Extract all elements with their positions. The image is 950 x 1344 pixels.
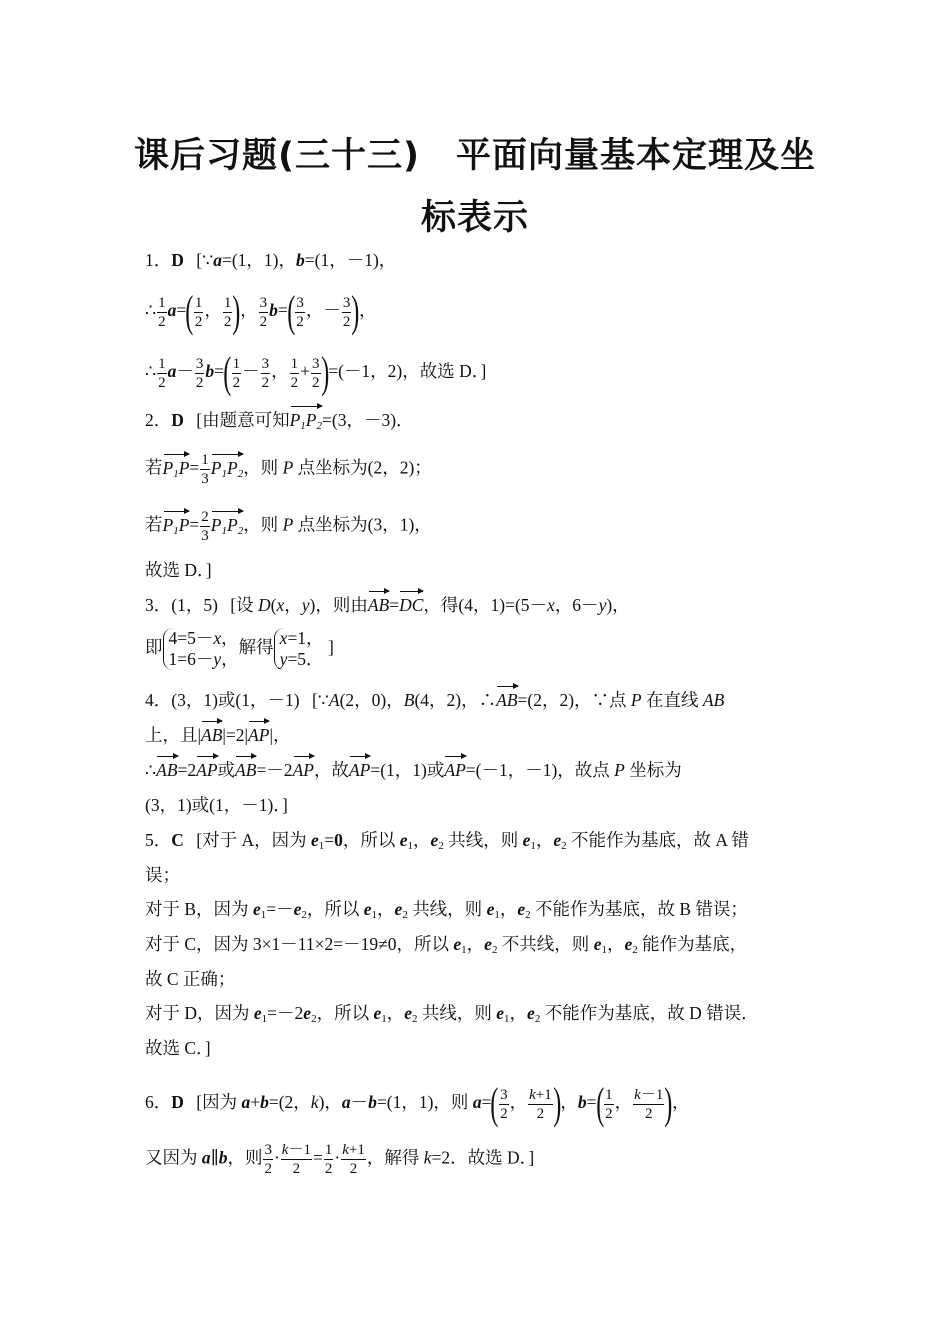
q3-line-2: 即 4=5－x， 1=6－y，解得 x=1， y=5． ] [145,628,334,669]
q1-line-1: 1．D [∵a=(1，1)，b=(1，－1)， [145,250,397,270]
q2-answer: D [171,410,184,430]
q5-line-6: 对于 D，因为 $e_1=-2e_2$，所以 $e_1$，$e_2$ 共线，则 $e_1$，$e_2$ 不能作为基底，故 D 错误． [145,1003,759,1025]
q5-number: 5． [145,830,172,850]
q5-line-4: 对于 C，因为 3×1－11×2=－19≠0，所以 $e_1$，$e_2$ 不共线，则 $e_1$，$e_2$ 能作为基底， [145,934,748,956]
page-title-line-2: 标表示 [420,198,529,238]
q2-line-3: 若$P_1P=$ $\frac{2}{3}$ $P_1P_2$，则 P 点坐标为(3，1)， [145,509,432,544]
q1-line-3: ∴ $\frac{1}{2}$ a－ $\frac{3}{2}$ b=( $\frac{1}{2}$ － $\frac{3}{2}$ ， $\frac{1}{2}$ + $\frac{3}{2}$ )=(－1，2)，故选 D．] [145,348,487,397]
q3-answer: (1，5) [171,595,218,615]
page-title-line-1: 课后习题(三十三) 平面向量基本定理及坐 [134,136,816,176]
q4-answer: (3，1)或(1，－1) [171,690,300,710]
q6-line-2: 又因为 a∥b，则 $\frac{3}{2}$ · $\frac{k-1}{2}$ = $\frac{1}{2}$ · $\frac{k+1}{2}$ ，解得 k=2．故选 D．] [145,1142,535,1177]
q5-answer: C [171,830,184,850]
q5-line-7: 故选 C．] [145,1038,211,1058]
q4-line-1: 4．(3，1)或(1，－1) [∵A(2，0)，B(4，2)，∴AB=(2，2)，∵点 P 在直线 AB [145,687,825,713]
q6-line-1: 6．D [因为 a+b=(2，k)，a－b=(1，1)，则 a=( $\frac{3}{2}$ ， $\frac{k+1}{2}$ )，b=( $\frac{1}{2}$ ， $\frac{k-1}{2}$ )， [145,1079,690,1128]
q2-line-2: 若$P_1P=$ $\frac{1}{3}$ $P_1P_2$，则 P 点坐标为(2，2)； [145,452,432,487]
q4-line-4: (3，1)或(1，－1)．] [145,795,288,815]
q2-number: 2． [145,410,172,430]
q5-line-1: 5．C [对于 A，因为 $e_1=0$，所以 $e_1$，$e_2$ 共线，则 $e_1$，$e_2$ 不能作为基底，故 A 错 [145,830,749,852]
q1-line-2: ∴ $\frac{1}{2}$ a=( $\frac{1}{2}$ ， $\frac{1}{2}$ )， $\frac{3}{2}$ b=( $\frac{3}{2}$ ，－ $\frac{3}{2}$ )， [145,287,377,336]
q4-number: 4． [145,690,172,710]
q6-number: 6． [145,1092,172,1113]
q3-line-1: 3．(1，5) [设 D(x，y)，则由AB=DC，得(4，1)=(5－x，6－y)， [145,592,825,618]
q1-answer: D [171,250,184,270]
q1-number: 1． [145,250,172,270]
q5-line-5: 故 C 正确； [145,969,236,989]
q2-line-1: 2．D [由题意可知$P_1P_2=(3$，－3)． [145,407,825,433]
q4-line-2: 上，且|AB|=2|AP|， [145,722,825,748]
q5-line-3: 对于 B，因为 $e_1=-e_2$，所以 $e_1$，$e_2$ 共线，则 $e_1$，$e_2$ 不能作为基底，故 B 错误； [145,899,748,921]
q2-line-4: 故选 D．] [145,560,212,580]
q6-answer: D [171,1092,184,1113]
q4-line-3: ∴AB=2AP或AB=－2AP，故AP=(1，1)或AP=(－1，－1)，故点 P 坐标为 [145,757,825,783]
q3-number: 3． [145,595,172,615]
q5-line-2: 误； [145,865,180,885]
